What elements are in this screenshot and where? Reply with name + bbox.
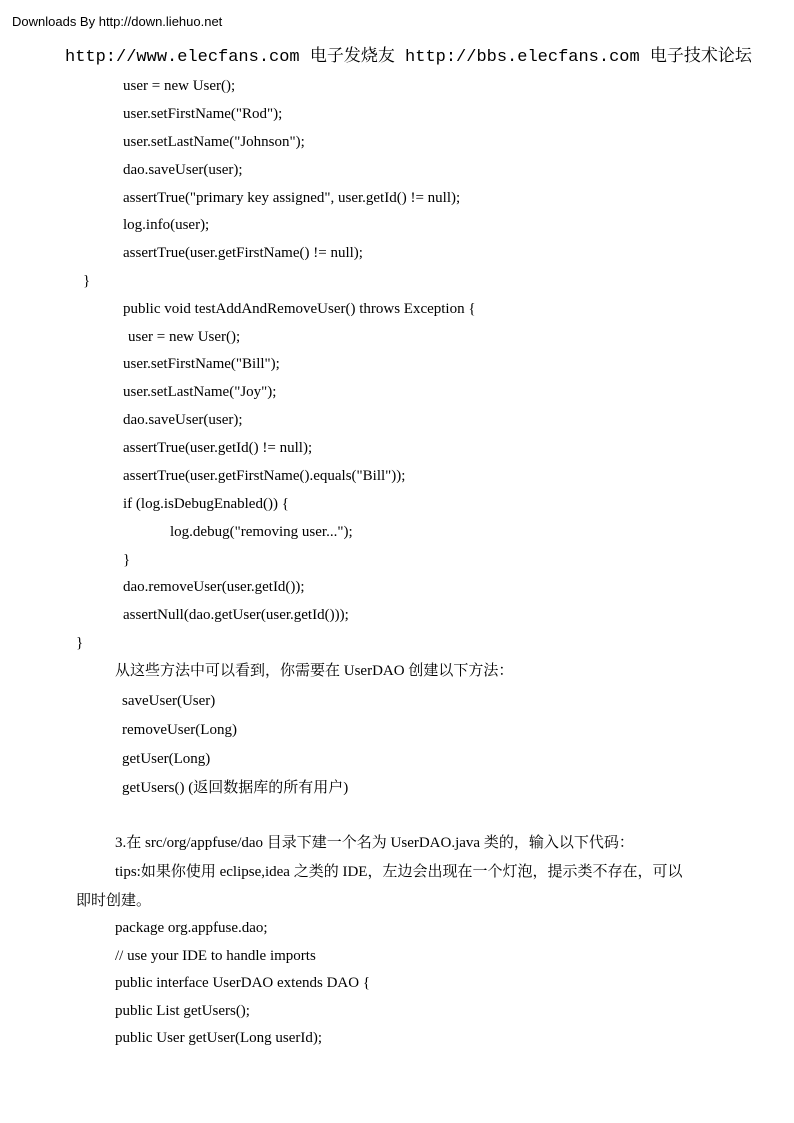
method-list-item: removeUser(Long) [122,722,237,738]
code-line: user.setFirstName("Bill"); [123,356,280,372]
code-line: dao.saveUser(user); [123,412,243,428]
code-line: } [83,273,91,289]
code-line: public User getUser(Long userId); [115,1030,323,1046]
paragraph-line: 从这些方法中可以看到，你需要在 UserDAO 创建以下方法： [115,663,514,679]
code-line: assertNull(dao.getUser(user.getId())); [123,607,349,623]
method-list-item: getUser(Long) [122,751,211,767]
code-line: public List getUsers(); [115,1003,250,1019]
code-line: public void testAddAndRemoveUser() throws Exception { [123,301,476,317]
code-line: dao.removeUser(user.getId()); [123,579,305,595]
code-line: } [76,635,84,651]
method-list-item: saveUser(User) [122,693,216,709]
paragraph-line: 3.在 src/org/appfuse/dao 目录下建一个名为 UserDAO.java 类的，输入以下代码： [115,835,634,851]
paragraph-line: tips:如果你使用 eclipse,idea 之类的 IDE，左边会出现在一个灯泡，提示类不存在，可以 [115,864,683,880]
code-line: // use your IDE to handle imports [115,948,316,964]
code-line: assertTrue("primary key assigned", user.getId() != null); [123,190,461,206]
code-line: assertTrue(user.getFirstName().equals("Bill")); [123,468,406,484]
code-line: user.setLastName("Joy"); [123,384,277,400]
download-watermark: Downloads By http://down.liehuo.net [12,14,223,29]
code-line: log.debug("removing user..."); [170,524,353,540]
code-line: log.info(user); [123,217,210,233]
page-header: http://www.elecfans.com 电子发烧友 http://bbs.elecfans.com 电子技术论坛 [65,48,752,67]
code-line: user = new User(); [123,78,236,94]
code-line: user.setLastName("Johnson"); [123,134,305,150]
code-line: public interface UserDAO extends DAO { [115,975,371,991]
paragraph-line: 即时创建。 [76,893,152,909]
code-line: user = new User(); [128,329,241,345]
code-line: assertTrue(user.getId() != null); [123,440,313,456]
code-line: user.setFirstName("Rod"); [123,106,283,122]
code-line: assertTrue(user.getFirstName() != null); [123,245,363,261]
code-line: if (log.isDebugEnabled()) { [123,496,289,512]
code-line: dao.saveUser(user); [123,162,243,178]
code-line: } [123,552,131,568]
method-list-item: getUsers() (返回数据库的所有用户) [122,780,349,796]
code-line: package org.appfuse.dao; [115,920,268,936]
